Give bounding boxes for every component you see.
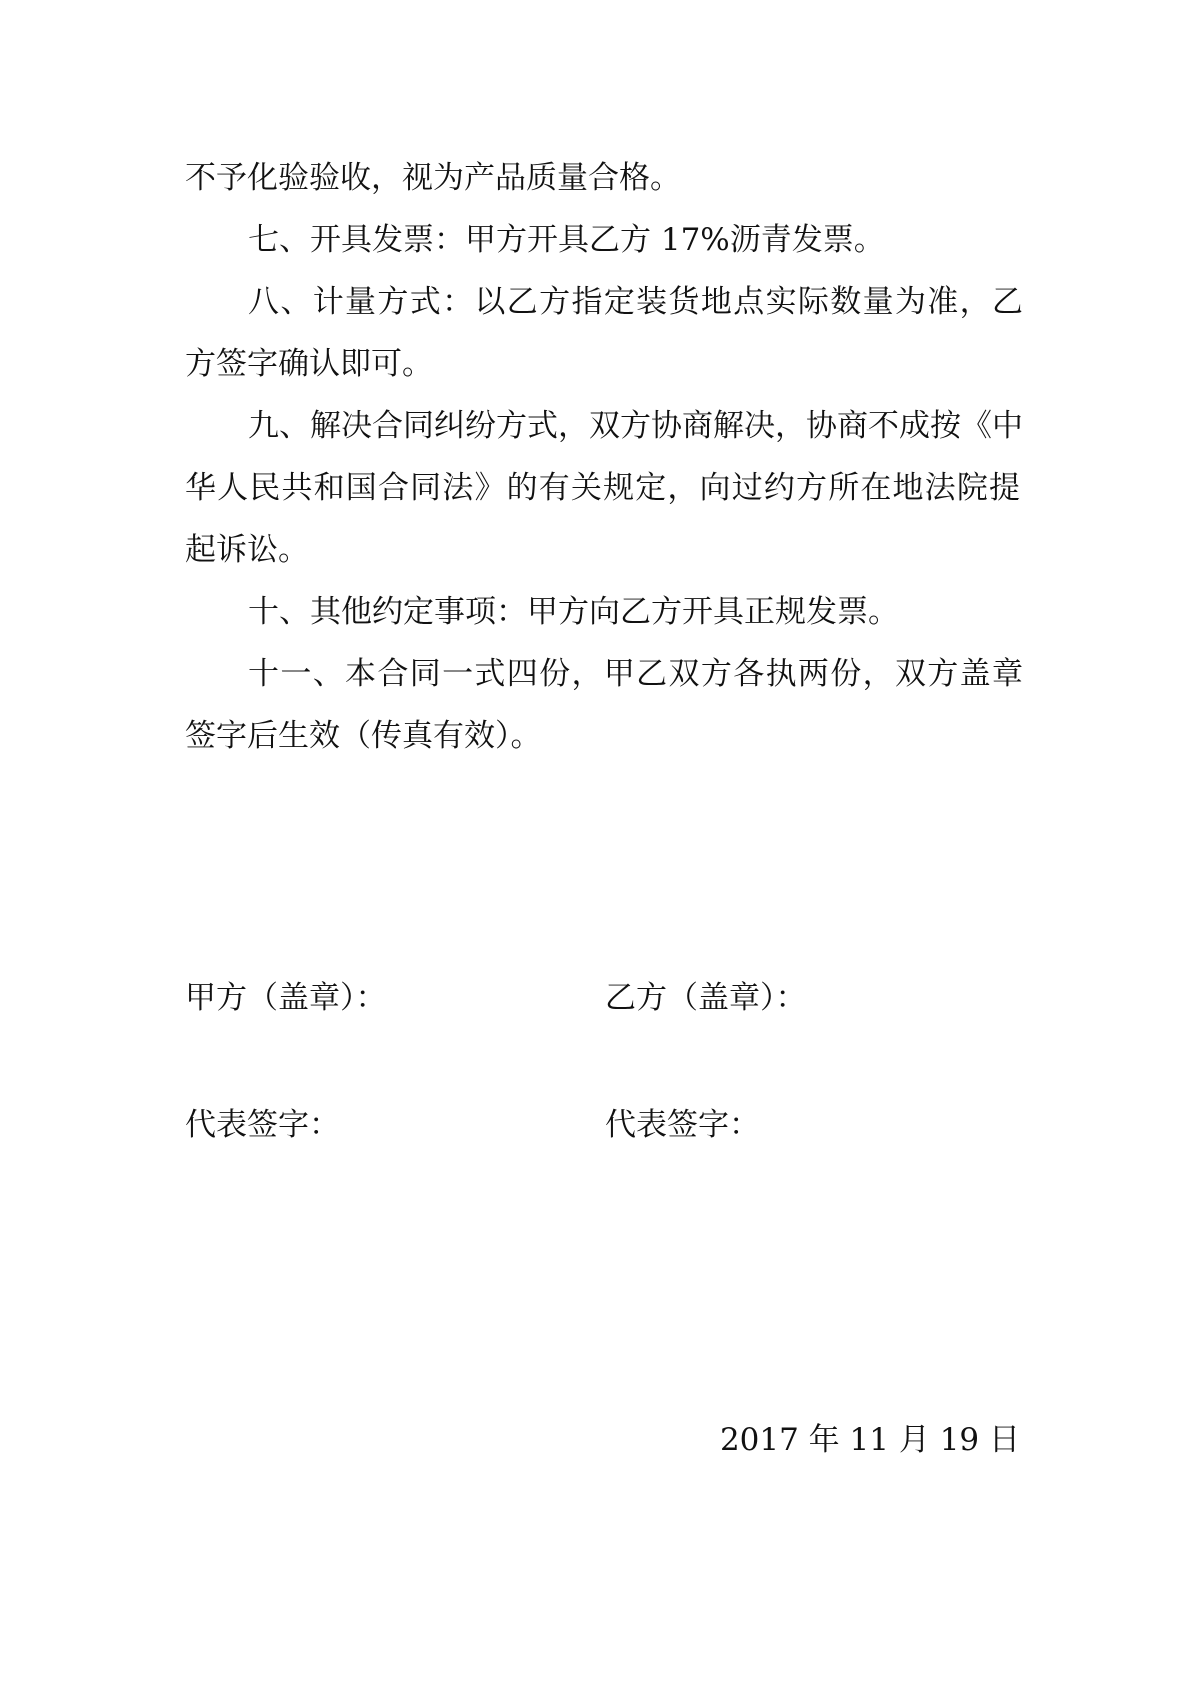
paragraph-9-line-2: 华人民共和国合同法》的有关规定，向过约方所在地法院提 (185, 470, 1020, 506)
party-b-seal-label: 乙方（盖章）： (605, 980, 807, 1016)
paragraph-11-line-1: 十一、本合同一式四份，甲乙双方各执两份，双方盖章 (248, 656, 1023, 692)
contract-date: 2017 年 11 月 19 日 (719, 1422, 1020, 1458)
paragraph-9-line-1: 九、解决合同纠纷方式，双方协商解决，协商不成按《中 (248, 408, 1023, 444)
paragraph-8-line-2: 方签字确认即可。 (185, 346, 433, 382)
paragraph-11-line-2: 签字后生效（传真有效）。 (185, 718, 542, 754)
paragraph-8-line-1: 八、计量方式：以乙方指定装货地点实际数量为准，乙 (248, 284, 1023, 320)
paragraph-9-line-3: 起诉讼。 (185, 532, 309, 568)
paragraph-6-tail: 不予化验验收，视为产品质量合格。 (185, 160, 681, 196)
paragraph-10-other-terms: 十、其他约定事项：甲方向乙方开具正规发票。 (248, 594, 899, 630)
paragraph-7-invoice: 七、开具发票：甲方开具乙方 17%沥青发票。 (248, 222, 885, 258)
party-a-signature-label: 代表签字： (185, 1107, 340, 1143)
party-b-signature-label: 代表签字： (605, 1107, 760, 1143)
party-a-seal-label: 甲方（盖章）： (185, 980, 387, 1016)
